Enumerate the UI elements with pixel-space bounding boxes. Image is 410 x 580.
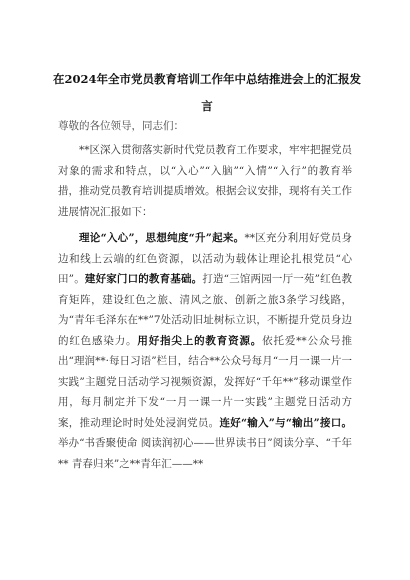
salutation: 尊敬的各位领导，同志们： [58, 120, 184, 132]
document-title: 在2024年全市党员教育培训工作年中总结推进会上的汇报发言 [52, 72, 361, 113]
subheading-fingertip-resources: 用好指尖上的教育资源。 [137, 334, 263, 347]
subheading-home-education: 建好家门口的教育基础。 [84, 273, 203, 285]
paragraph-text: **区充分利用好党员身边和线上云端的红色资源，以活动为载体让理论扎根党员“心田”。 [58, 232, 352, 285]
section-heading: 理论“入心”，思想纯度“升”起来。 [79, 232, 245, 244]
subheading-input-output: 连好“输入”与“输出”接口。 [219, 416, 352, 429]
paragraph-intro: **区深入贯彻落实新时代党员教育工作要求，牢牢把握党员对象的需求和特点，以“入心”“入脑”“入情”“入行”的教育举措，推动党员教育培训提质增效。根据会议安排，现将有关工作进展情况汇报如下： [58, 144, 352, 218]
paragraph-text: 依托爱**公众号推出“理润**·每日习语”栏目，结合**公众号每月“一月一课一片一实践”主题党日活动学习视频资源，发挥好“千年**”移动课堂作用，每月制定并下发“一月一课一片一实践”主题党日活动方案，推动理论时时处处浸润党员。 [58, 334, 353, 429]
paragraph-theory [58, 228, 352, 474]
paragraph-text: 举办“书香聚使命 阅读润初心——世界读书日”阅读分享、“千年** 青春归来”之**青年汇——** [58, 437, 352, 470]
paragraph-text: 打造“三馆两园一厅一苑”红色教育矩阵，建设红色之旅、清风之旅、创新之旅3条学习线路，为“青年毛泽东在**”7处活动旧址树标立识，不断提升党员身边的红色感染力。 [58, 273, 352, 347]
